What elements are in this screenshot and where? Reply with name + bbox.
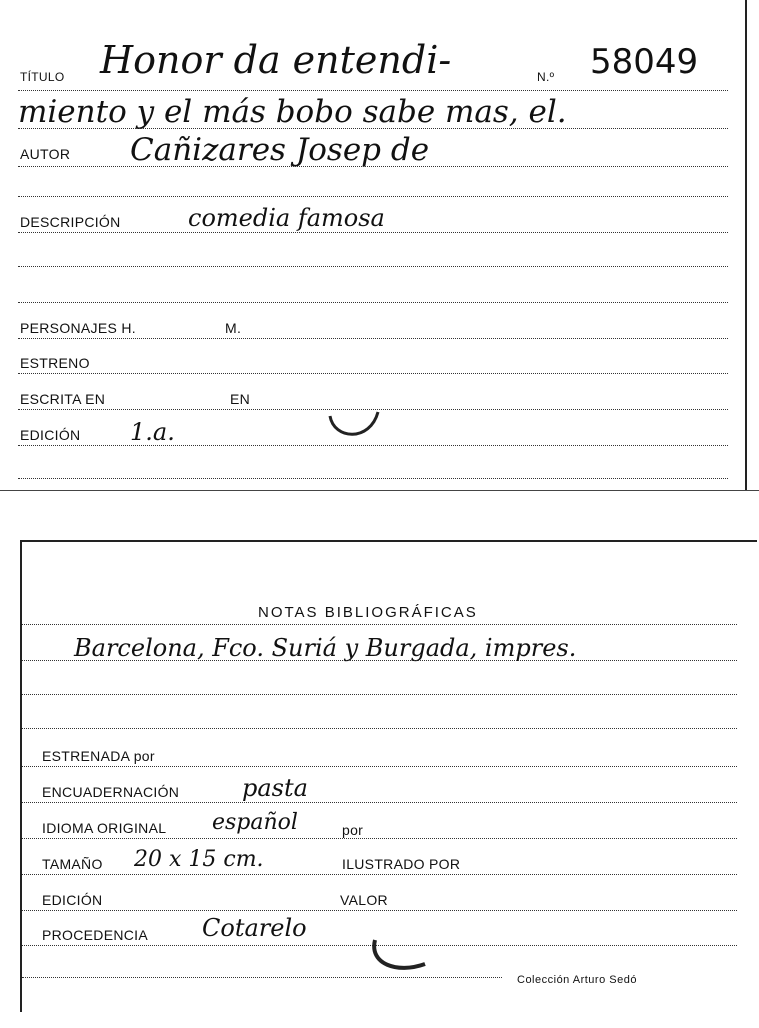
- punch-hole-icon: [326, 402, 386, 442]
- tamano-rule: [22, 874, 737, 875]
- catalog-card-back: [20, 540, 757, 1012]
- collection-footer: Colección Arturo Sedó: [517, 974, 637, 986]
- escrita-label: ESCRITA EN: [20, 391, 106, 407]
- catalog-card-front: [0, 0, 747, 490]
- punch-hole-icon-back: [367, 934, 437, 984]
- procedencia-value: Cotarelo: [202, 914, 307, 942]
- idioma-rule: [22, 838, 737, 839]
- estreno-label: ESTRENO: [20, 355, 90, 371]
- ilustrado-label: ILUSTRADO POR: [342, 856, 461, 872]
- titulo-label: TÍTULO: [20, 70, 65, 84]
- idioma-value: español: [212, 810, 298, 835]
- tamano-label: TAMAÑO: [42, 856, 103, 872]
- numero-label: N.º: [537, 70, 555, 84]
- descripcion-label: DESCRIPCIÓN: [20, 214, 121, 230]
- procedencia-label: PROCEDENCIA: [42, 927, 148, 943]
- edicion-rule: [18, 445, 728, 446]
- personajes-m-label: M.: [225, 320, 242, 336]
- edicion-value: 1.a.: [130, 418, 175, 446]
- titulo-value-line2: miento y el más bobo sabe mas, el.: [18, 94, 567, 130]
- idioma-label: IDIOMA ORIGINAL: [42, 820, 167, 836]
- titulo-value-line1: Honor da entendi-: [100, 38, 452, 82]
- blank-rule-3: [18, 302, 728, 303]
- estrenada-label: ESTRENADA por: [42, 748, 155, 764]
- estreno-rule: [18, 373, 728, 374]
- titulo-rule-2: [18, 128, 728, 129]
- notas-rule-0: [22, 624, 737, 625]
- valor-label: VALOR: [340, 892, 388, 908]
- edicion-label: EDICIÓN: [20, 427, 81, 443]
- notas-heading: NOTAS BIBLIOGRÁFICAS: [258, 604, 478, 621]
- encuadernacion-rule: [22, 802, 737, 803]
- edicion-back-label: EDICIÓN: [42, 892, 103, 908]
- descripcion-value: comedia famosa: [188, 204, 385, 232]
- titulo-rule: [18, 90, 728, 91]
- autor-label: AUTOR: [20, 146, 71, 162]
- numero-value: 58049: [590, 42, 699, 82]
- autor-value: Cañizares Josep de: [130, 132, 430, 168]
- blank-rule-4: [18, 478, 728, 479]
- escrita-en-label: EN: [230, 391, 251, 407]
- notas-line1: Barcelona, Fco. Suriá y Burgada, impres.: [74, 634, 577, 662]
- blank-rule-1: [18, 196, 728, 197]
- edicion-back-rule: [22, 910, 737, 911]
- idioma-por-label: por: [342, 822, 364, 838]
- descripcion-rule: [18, 232, 728, 233]
- estrenada-rule: [22, 766, 737, 767]
- notas-rule-1: [22, 660, 737, 661]
- notas-rule-2: [22, 694, 737, 695]
- tamano-value: 20 x 15 cm.: [134, 847, 264, 872]
- encuadernacion-value: pasta: [242, 774, 308, 802]
- autor-rule: [18, 166, 728, 167]
- personajes-rule: [18, 338, 728, 339]
- card-separator: [0, 490, 759, 491]
- personajes-label: PERSONAJES H.: [20, 320, 136, 336]
- notas-rule-3: [22, 728, 737, 729]
- blank-rule-2: [18, 266, 728, 267]
- encuadernacion-label: ENCUADERNACIÓN: [42, 784, 180, 800]
